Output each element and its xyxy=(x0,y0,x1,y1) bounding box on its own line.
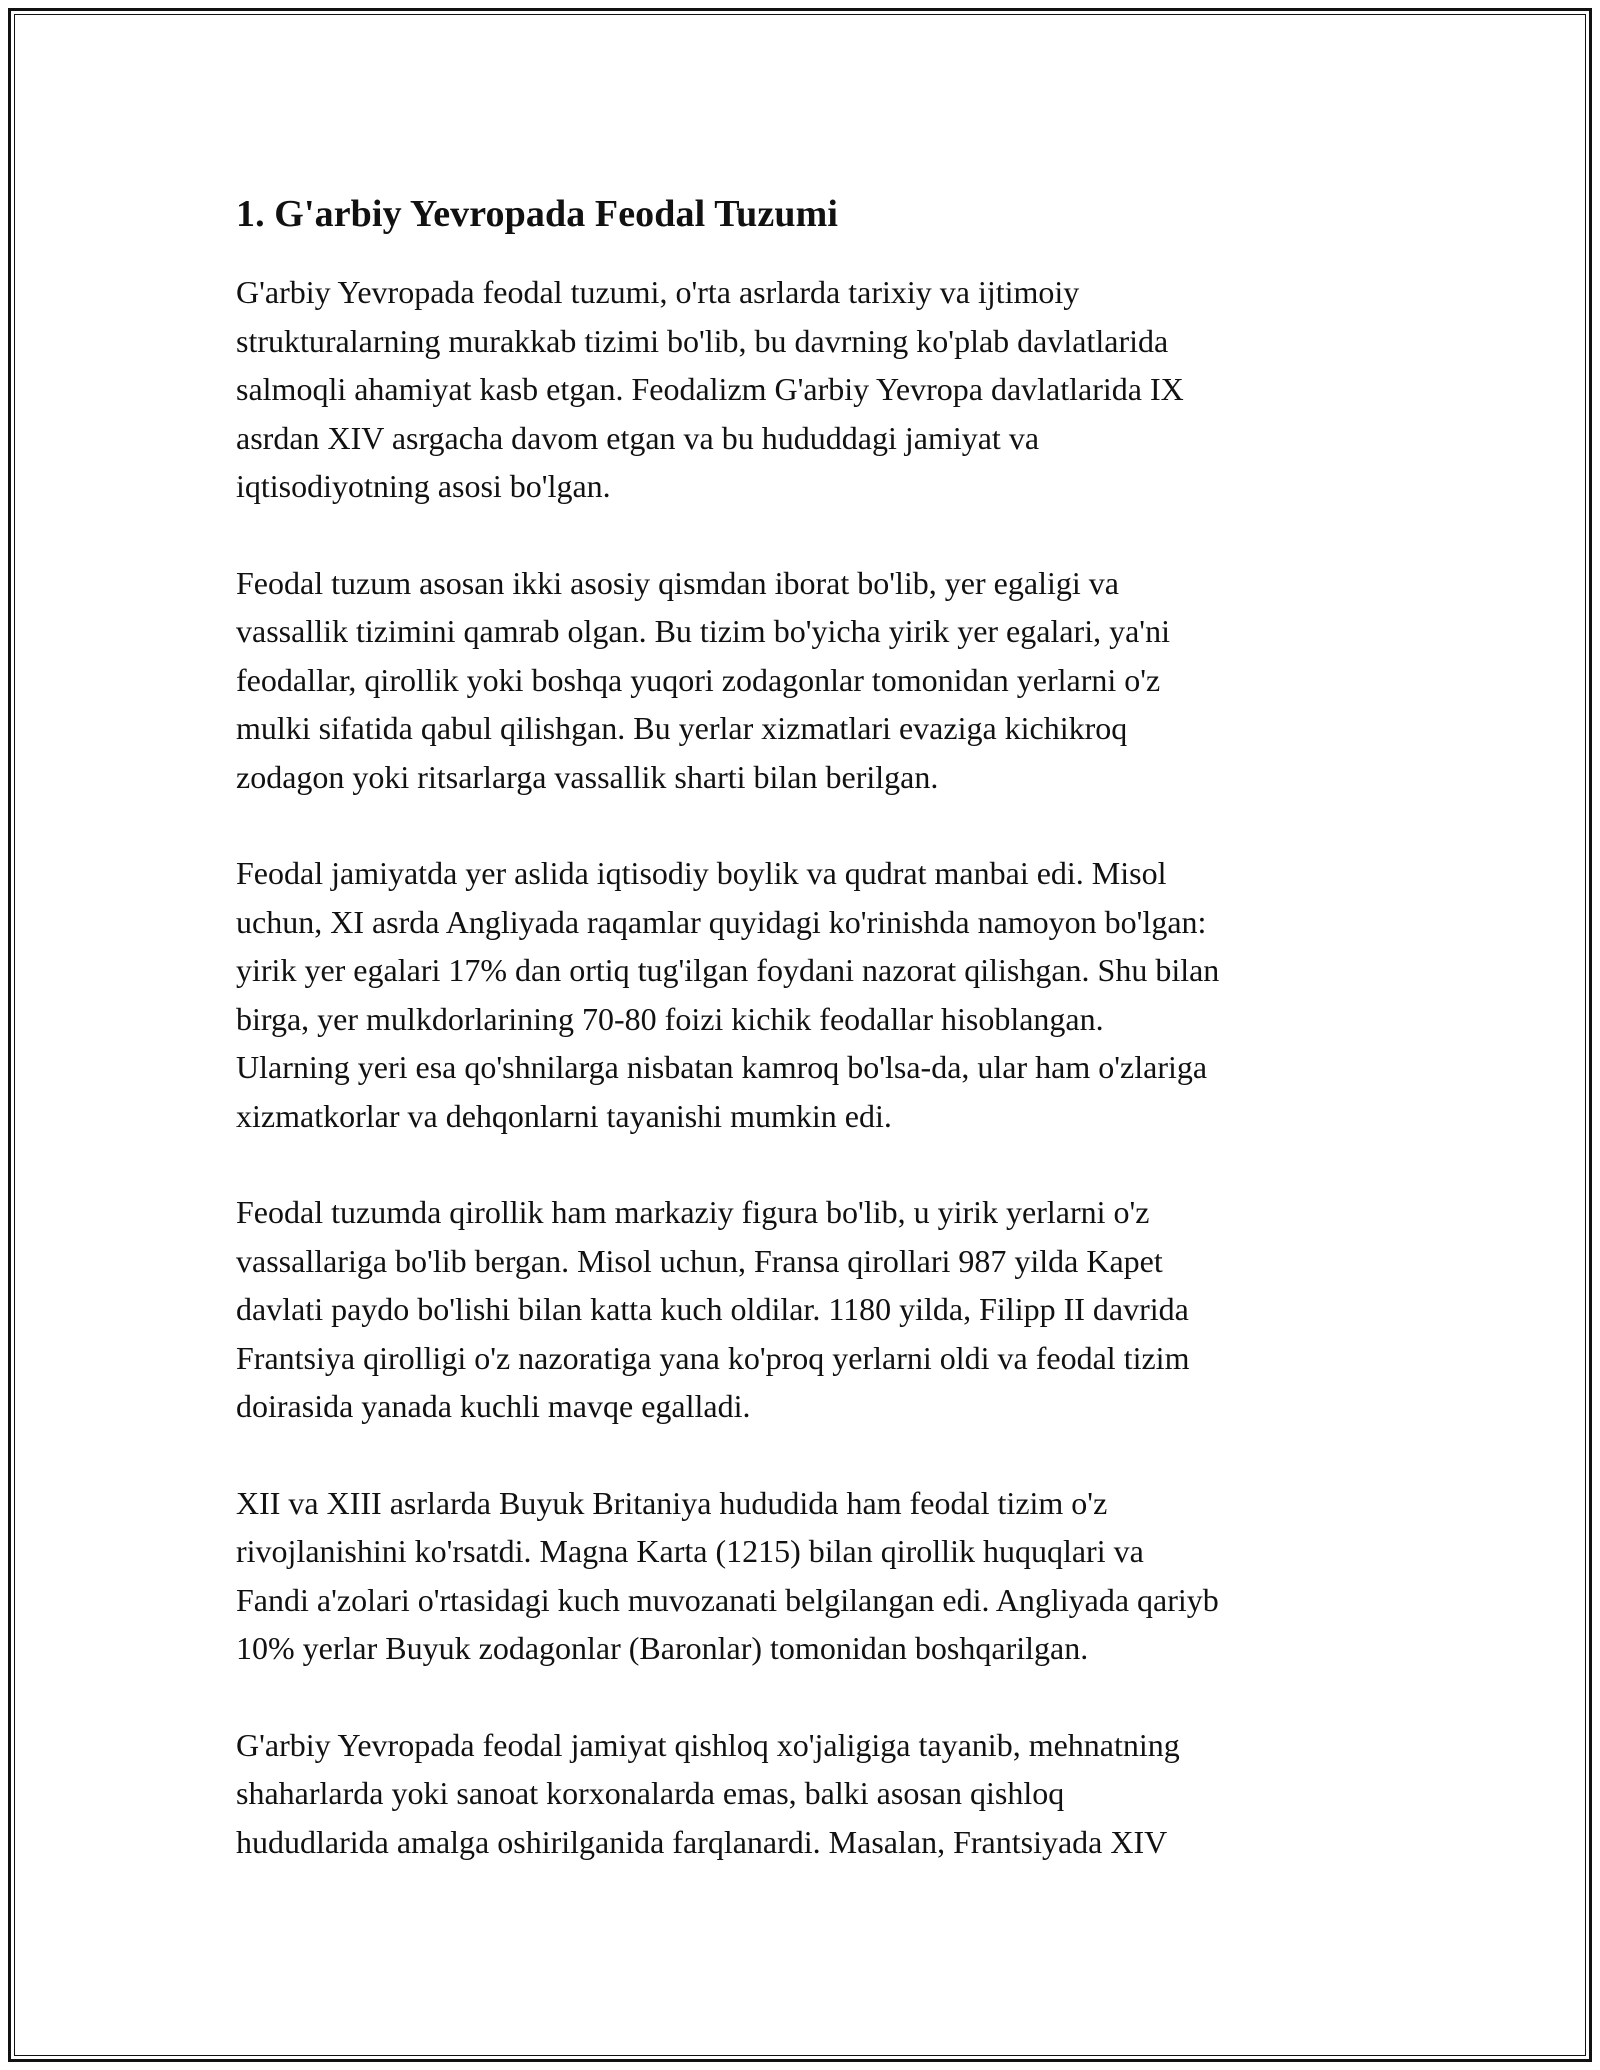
paragraph-1: G'arbiy Yevropada feodal tuzumi, o'rta asrlarda tarixiy va ijtimoiy strukturalarning murakkab tizimi bo'lib, bu davrning ko'plab davlatlarida salmoqli ahamiyat kasb etgan. Feodalizm G'arbiy Yevropa davlatlarida IX asrdan XIV asrgacha davom etgan va bu hududdagi jamiyat va iqtisodiyotning asosi bo'lgan. xyxy=(236,274,1184,504)
paragraph-2: Feodal tuzum asosan ikki asosiy qismdan iborat bo'lib, yer egaligi va vassallik tizimini qamrab olgan. Bu tizim bo'yicha yirik yer egalari, ya'ni feodallar, qirollik yoki boshqa yuqori zodagonlar tomonidan yerlarni o'z mulki sifatida qabul qilishgan. Bu yerlar xizmatlari evaziga kichikroq zodagon yoki ritsarlarga vassallik sharti bilan berilgan. xyxy=(236,564,1170,795)
paragraph-4: Feodal tuzumda qirollik ham markaziy figura bo'lib, u yirik yerlarni o'z vassallariga bo'lib bergan. Misol uchun, Fransa qirollari 987 yilda Kapet davlati paydo bo'lishi bilan katta kuch oldilar. 1180 yilda, Filipp II davrida Frantsiya qirolligi o'z nazoratiga yana ko'proq yerlarni oldi va feodal tizim doirasida yanada kuchli mavqe egalladi. xyxy=(236,1194,1190,1424)
section-heading: 1. G'arbiy Yevropada Feodal Tuzumi xyxy=(236,193,838,235)
paragraph-6: G'arbiy Yevropada feodal jamiyat qishloq xo'jaligiga tayanib, mehnatning shaharlarda yoki sanoat korxonalarda emas, balki asosan qishloq hududlarida amalga oshirilganida farqlanardi. Masalan, Frantsiyada XIV xyxy=(236,1726,1180,1860)
paragraph-3: Feodal jamiyatda yer aslida iqtisodiy boylik va qudrat manbai edi. Misol uchun, XI asrda Angliyada raqamlar quyidagi ko'rinishda namoyon bo'lgan: yirik yer egalari 17% dan ortiq tug'ilgan foydani nazorat qilishgan. Shu bilan birga, yer mulkdorlarining 70-80 foizi kichik feodallar hisoblangan. Ularning yeri esa qo'shnilarga nisbatan kamroq bo'lsa-da, ular ham o'zlariga xizmatkorlar va dehqonlarni tayanishi mumkin edi. xyxy=(236,855,1220,1134)
document-body xyxy=(236,186,1366,1914)
paragraph-5: XII va XIII asrlarda Buyuk Britaniya hududida ham feodal tizim o'z rivojlanishini ko'rsatdi. Magna Karta (1215) bilan qirollik huquqlari va Fandi a'zolari o'rtasidagi kuch muvozanati belgilangan edi. Angliyada qariyb 10% yerlar Buyuk zodagonlar (Baronlar) tomonidan boshqarilgan. xyxy=(236,1484,1219,1666)
